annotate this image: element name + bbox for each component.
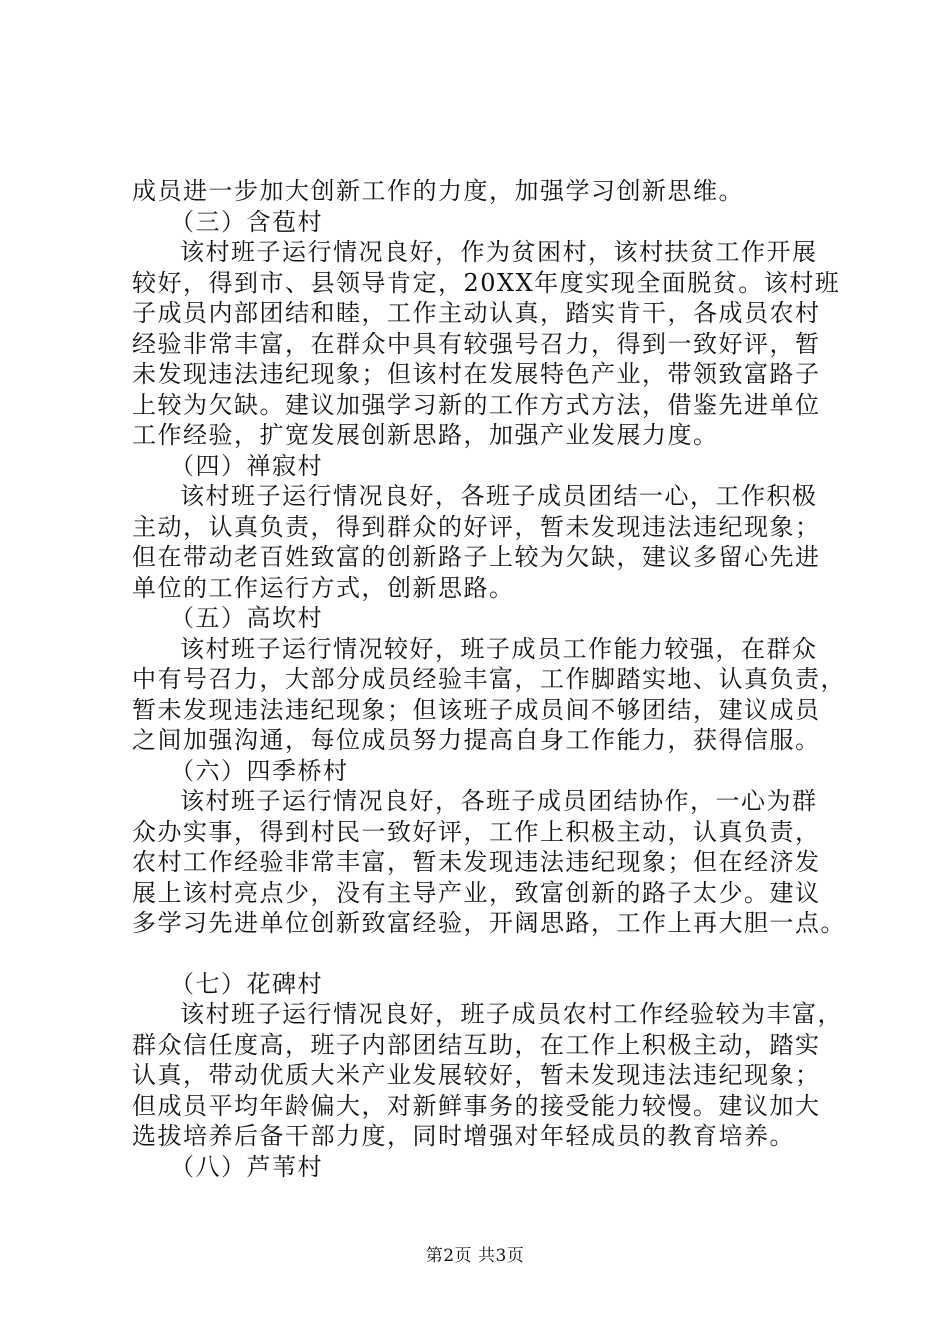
section-heading: （四）禅寂村	[170, 451, 323, 480]
section-heading: （八）芦苇村	[170, 1152, 323, 1181]
paragraph-gap	[132, 939, 852, 969]
text-line: 众办实事，得到村民一致好评，工作上积极主动，认真负责，	[132, 817, 821, 846]
text-line: 主动，认真负责，得到群众的好评，暂未发现违法违纪现象；	[132, 512, 821, 541]
section-heading: （七）花碑村	[170, 969, 323, 998]
text-line: 单位的工作运行方式，创新思路。	[132, 573, 515, 602]
text-line: 较好，得到市、县领导肯定，20XX年度实现全面脱贫。该村班	[132, 268, 841, 297]
text-line: 上较为欠缺。建议加强学习新的工作方式方法，借鉴先进单位	[132, 390, 821, 419]
section-heading: （三）含苞村	[170, 207, 323, 236]
text-line: 多学习先进单位创新致富经验，开阔思路，工作上再大胆一点。	[132, 909, 846, 937]
document-body	[132, 176, 852, 1182]
text-line: 农村工作经验非常丰富，暂未发现违法违纪现象；但在经济发	[132, 848, 821, 876]
text-line: 该村班子运行情况良好，各班子成员团结一心，工作积极	[180, 482, 818, 510]
text-line: 中有号召力，大部分成员经验丰富，工作脚踏实地、认真负责，	[132, 665, 846, 693]
text-line: 该村班子运行情况良好，作为贫困村，该村扶贫工作开展	[180, 238, 818, 266]
text-line: 工作经验，扩宽发展创新思路，加强产业发展力度。	[132, 421, 719, 449]
page-footer: 第2页 共3页	[425, 1246, 525, 1266]
text-line: 但在带动老百姓致富的创新路子上较为欠缺，建议多留心先进	[132, 543, 821, 571]
text-line: 经验非常丰富，在群众中具有较强号召力，得到一致好评，暂	[132, 329, 821, 358]
text-line: 该村班子运行情况较好，班子成员工作能力较强，在群众	[180, 634, 818, 663]
text-line: 该村班子运行情况良好，各班子成员团结协作，一心为群	[180, 787, 818, 815]
text-line: 认真，带动优质大米产业发展较好，暂未发现违法违纪现象；	[132, 1061, 821, 1089]
text-line: 该村班子运行情况良好，班子成员农村工作经验较为丰富，	[180, 1000, 843, 1028]
text-line: 成员进一步加大创新工作的力度，加强学习创新思维。	[132, 177, 744, 205]
text-line: 但成员平均年龄偏大，对新鲜事务的接受能力较慢。建议加大	[132, 1091, 821, 1120]
text-line: 选拔培养后备干部力度，同时增强对年轻成员的教育培养。	[132, 1122, 795, 1150]
section-heading: （五）高坎村	[170, 604, 323, 632]
text-line: 展上该村亮点少，没有主导产业，致富创新的路子太少。建议	[132, 878, 821, 907]
text-line: 群众信任度高，班子内部团结互助，在工作上积极主动，踏实	[132, 1030, 821, 1059]
text-line: 暂未发现违法违纪现象；但该班子成员间不够团结，建议成员	[132, 695, 821, 724]
text-line: 未发现违法违纪现象；但该村在发展特色产业，带领致富路子	[132, 360, 821, 388]
text-line: 子成员内部团结和睦，工作主动认真，踏实肯干，各成员农村	[132, 299, 821, 327]
section-heading: （六）四季桥村	[170, 756, 349, 785]
text-line: 之间加强沟通，每位成员努力提高自身工作能力，获得信服。	[132, 726, 821, 754]
